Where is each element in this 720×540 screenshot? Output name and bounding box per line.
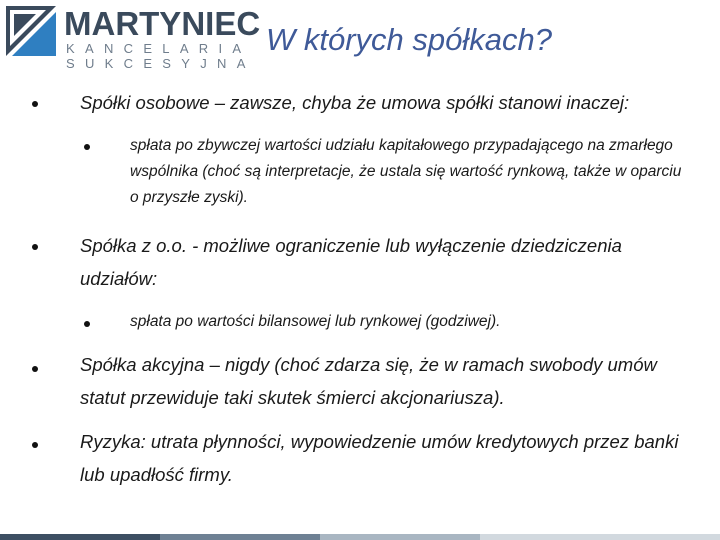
footer-segment	[0, 534, 160, 540]
list-item: Spółka z o.o. - możliwe ograniczenie lub wyłączenie dziedziczenia udziałów:	[80, 235, 622, 289]
footer-segment	[480, 534, 720, 540]
footer-bar	[0, 534, 720, 540]
list-item: spłata po wartości bilansowej lub rynkowej (godziwej).	[130, 313, 501, 330]
logo-subtitle-line1: KANCELARIA	[66, 41, 252, 56]
footer-segment	[320, 534, 480, 540]
footer-segment	[160, 534, 320, 540]
logo-subtitle-line2: SUKCESYJNA	[66, 56, 256, 71]
bullet-dot	[84, 144, 90, 150]
logo-name: MARTYNIEC	[64, 5, 261, 42]
logo-mark-icon	[6, 6, 56, 56]
slide-title: W których spółkach?	[266, 22, 552, 57]
list-item: Spółka akcyjna – nigdy (choć zdarza się, że w ramach swobody umów statut przewiduje taki skutek śmierci akcjonariusza).	[80, 354, 657, 408]
list-item: spłata po zbywczej wartości udziału kapitałowego przypadającego na zmarłego wspólnika (choć są interpretacje, że ustala się wartość rynkową, także w oparciu o przyszłe zyski).	[130, 137, 682, 206]
bullet-dot	[32, 244, 38, 250]
bullet-dot	[32, 442, 38, 448]
bullet-dot	[32, 366, 38, 372]
bullet-dot	[32, 101, 38, 107]
list-item: Spółki osobowe – zawsze, chyba że umowa spółki stanowi inaczej:	[80, 92, 630, 113]
logo	[6, 5, 261, 71]
bullet-dot	[84, 321, 90, 327]
list-item: Ryzyka: utrata płynności, wypowiedzenie umów kredytowych przez banki lub upadłość firmy.	[80, 431, 679, 485]
